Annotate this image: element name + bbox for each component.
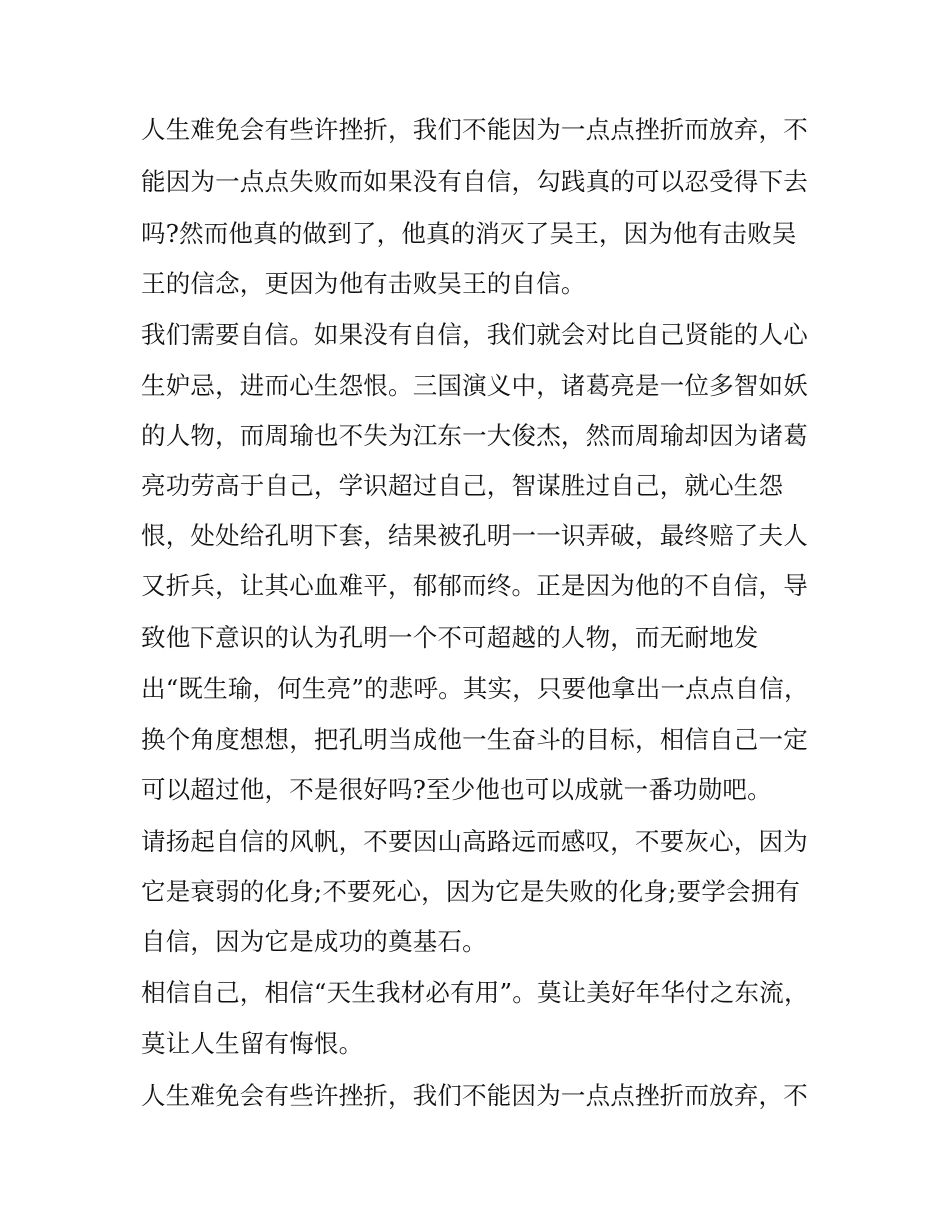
text-line: 恨，处处给孔明下套，结果被孔明一一识弄破，最终赔了夫人: [141, 521, 808, 550]
text-line: 人生难免会有些许挫折，我们不能因为一点点挫折而放弃，不: [141, 115, 808, 144]
text-line: 能因为一点点失败而如果没有自信，勾践真的可以忍受得下去: [141, 167, 808, 196]
text-line: 亮功劳高于自己，学识超过自己，智谋胜过自己，就心生怨: [141, 471, 784, 500]
text-line: 吗?然而他真的做到了，他真的消灭了吴王，因为他有击败吴: [141, 219, 797, 248]
text-line: 出“既生瑜，何生亮”的悲呼。其实，只要他拿出一点点自信，: [141, 674, 809, 703]
text-line: 换个角度想想，把孔明当成他一生奋斗的目标，相信自己一定: [141, 725, 808, 754]
text-line: 人生难免会有些许挫折，我们不能因为一点点挫折而放弃，不: [141, 1081, 808, 1110]
text-line: 又折兵，让其心血难平，郁郁而终。正是因为他的不自信，导: [141, 571, 808, 600]
text-line: 王的信念，更因为他有击败吴王的自信。: [141, 269, 586, 298]
text-line: 可以超过他，不是很好吗?至少他也可以成就一番功勋吧。: [141, 775, 772, 804]
text-line: 生妒忌，进而心生怨恨。三国演义中，诸葛亮是一位多智如妖: [141, 371, 808, 400]
text-line: 请扬起自信的风帆，不要因山高路远而感叹，不要灰心，因为: [141, 827, 808, 856]
text-line: 我们需要自信。如果没有自信，我们就会对比自己贤能的人心: [141, 320, 808, 349]
text-line: 莫让人生留有悔恨。: [141, 1029, 364, 1058]
text-line: 的人物，而周瑜也不失为江东一大俊杰，然而周瑜却因为诸葛: [141, 421, 808, 450]
text-line: 它是衰弱的化身;不要死心，因为它是失败的化身;要学会拥有: [141, 877, 801, 906]
text-line: 自信，因为它是成功的奠基石。: [141, 927, 487, 956]
text-line: 相信自己，相信“天生我材必有用”。莫让美好年华付之东流，: [141, 978, 809, 1007]
text-line: 致他下意识的认为孔明一个不可超越的人物，而无耐地发: [141, 623, 759, 652]
